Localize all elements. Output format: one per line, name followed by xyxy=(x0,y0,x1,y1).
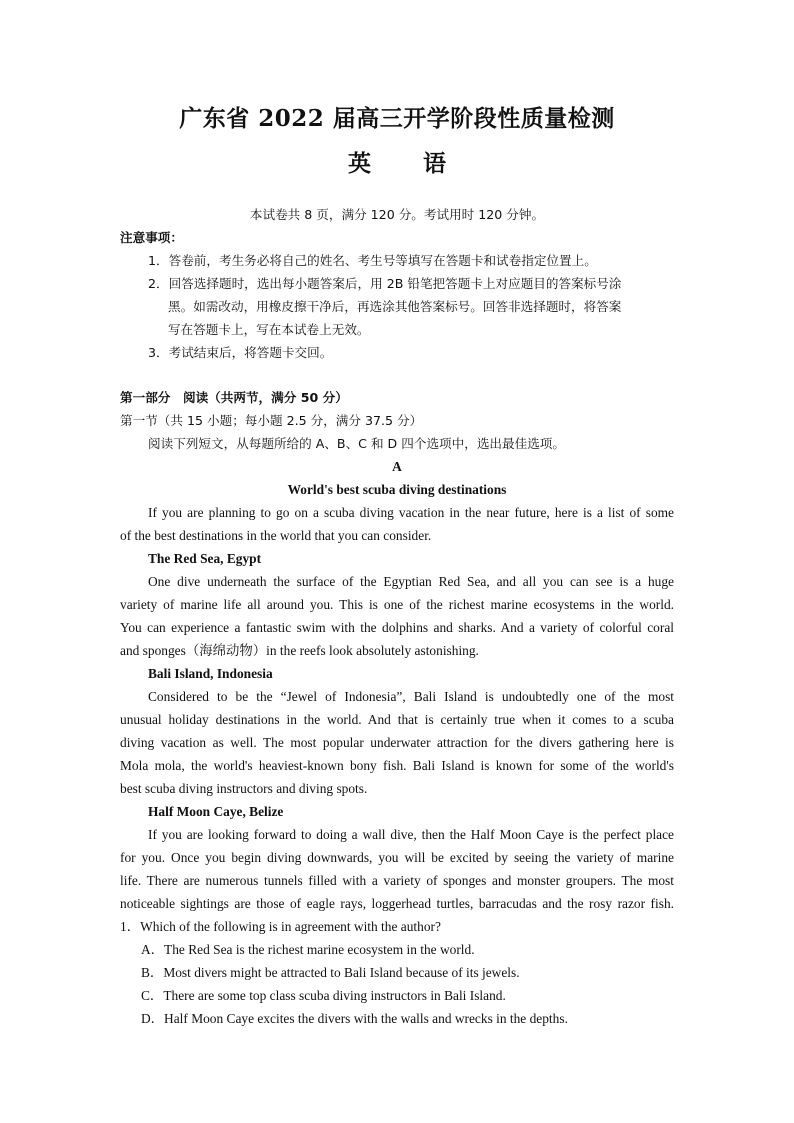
paragraph-line: Considered to be the “Jewel of Indonesia”, Bali Island is undoubtedly one of the most xyxy=(148,689,674,704)
paragraph-line: Mola mola, the world's heaviest-known bony fish. Bali Island is known for some of the world's xyxy=(120,758,674,773)
section-heading: 第一节（共 15 小题；每小题 2.5 分，满分 37.5 分） xyxy=(120,413,423,428)
notice-heading: 注意事项： xyxy=(120,230,183,245)
paragraph-line: One dive underneath the surface of the Egyptian Red Sea, and all you can see is a huge xyxy=(148,574,674,589)
answer-option: B．Most divers might be attracted to Bali Island because of its jewels. xyxy=(141,965,520,980)
notice-item: 3．考试结束后，将答题卡交回。 xyxy=(148,345,333,360)
paragraph-line: for you. Once you begin diving downwards, you will be excited by seeing the variety of marine xyxy=(120,850,674,865)
notice-item: 1．答卷前，考生务必将自己的姓名、考生号等填写在答题卡和试卷指定位置上。 xyxy=(148,253,597,268)
paragraph-line: of the best destinations in the world that you can consider. xyxy=(120,528,432,543)
answer-option: C．There are some top class scuba diving instructors in Bali Island. xyxy=(141,988,506,1003)
exam-title: 广东省 2022 届高三开学阶段性质量检测 xyxy=(179,105,615,132)
notice-item-continued: 黑。如需改动，用橡皮擦干净后，再选涂其他答案标号。回答非选择题时，将答案 xyxy=(168,299,622,314)
paragraph-line: life. There are numerous tunnels filled with a variety of sponges and monster groupers. The most xyxy=(120,873,674,888)
paragraph-line: noticeable sightings are those of eagle rays, loggerhead turtles, barracudas and the rosy razor fish. xyxy=(120,896,674,911)
paragraph-line: You can experience a fantastic swim with the dolphins and sharks. And a variety of colorful coral xyxy=(120,620,674,635)
subject-title: 英 语 xyxy=(347,150,468,177)
paragraph-line: best scuba diving instructors and diving spots. xyxy=(120,781,368,796)
part-heading: 第一部分 阅读（共两节，满分 50 分） xyxy=(120,390,348,405)
answer-option: A．The Red Sea is the richest marine ecosystem in the world. xyxy=(141,942,475,957)
passage-label: A xyxy=(392,459,402,474)
paragraph-line: diving vacation as well. The most popular underwater attraction for the divers gathering here is xyxy=(120,735,674,750)
passage-title: World's best scuba diving destinations xyxy=(287,482,507,497)
paragraph-line: and sponges（海绵动物）in the reefs look absolutely astonishing. xyxy=(120,643,479,658)
section-subheading: Bali Island, Indonesia xyxy=(148,666,273,681)
exam-info: 本试卷共 8 页，满分 120 分。考试用时 120 分钟。 xyxy=(249,207,545,222)
paragraph-line: variety of marine life all around you. This is one of the richest marine ecosystems in the world. xyxy=(120,597,674,612)
section-subheading: The Red Sea, Egypt xyxy=(148,551,262,566)
notice-item: 2．回答选择题时，选出每小题答案后，用 2B 铅笔把答题卡上对应题目的答案标号涂 xyxy=(148,276,622,291)
paragraph-line: unusual holiday destinations in the world. And that is certainly true when it comes to a scuba xyxy=(120,712,674,727)
paragraph-line: If you are planning to go on a scuba diving vacation in the near future, here is a list of some xyxy=(148,505,674,520)
answer-option: D．Half Moon Caye excites the divers with the walls and wrecks in the depths. xyxy=(141,1011,568,1026)
paragraph-line: If you are looking forward to doing a wall dive, then the Half Moon Caye is the perfect place xyxy=(148,827,674,842)
notice-item-continued: 写在答题卡上，写在本试卷上无效。 xyxy=(168,322,370,337)
question-stem: 1．Which of the following is in agreement with the author? xyxy=(120,919,441,934)
section-instruction: 阅读下列短文，从每题所给的 A、B、C 和 D 四个选项中，选出最佳选项。 xyxy=(148,436,565,451)
section-subheading: Half Moon Caye, Belize xyxy=(148,804,284,819)
